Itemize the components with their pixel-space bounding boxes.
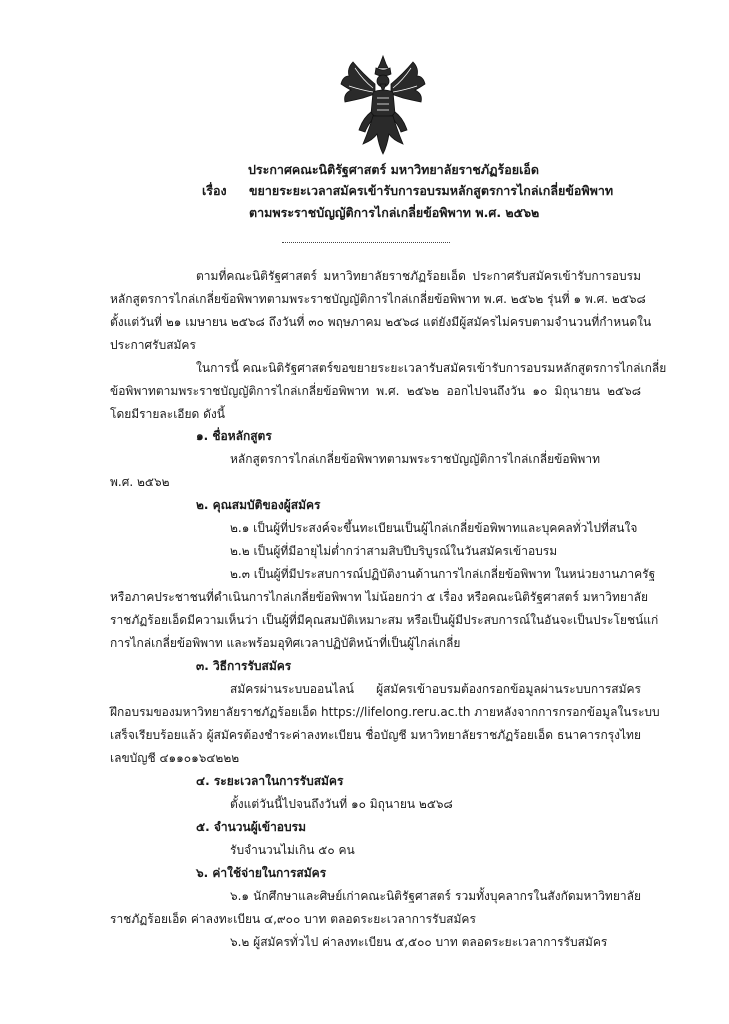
section-2-title: ๒. คุณสมบัติของผู้สมัคร: [196, 498, 321, 512]
section-2-line: ๒.๑ เป็นผู้ที่ประสงค์จะขึ้นทะเบียนเป็นผู้ไกล่เกลี่ยข้อพิพาทและบุคคลทั่วไปที่สนใจ: [230, 521, 638, 535]
section-4-title: ๔. ระยะเวลาในการรับสมัคร: [196, 774, 344, 788]
paragraph-2-line: ในการนี้ คณะนิติรัฐศาสตร์ขอขยายระยะเวลารับสมัครเข้ารับการอบรมหลักสูตรการไกล่เกลี่ย: [196, 361, 667, 375]
section-6-line: ๖.๑ นักศึกษาและศิษย์เก่าคณะนิติรัฐศาสตร์ รวมทั้งบุคลากรในสังกัดมหาวิทยาลัย: [230, 889, 641, 903]
paragraph-2-line: โดยมีรายละเอียด ดังนี้: [110, 407, 225, 421]
section-6-title: ๖. ค่าใช้จ่ายในการสมัคร: [196, 866, 327, 880]
paragraph-1-line: ตั้งแต่วันที่ ๒๑ เมษายน ๒๕๖๘ ถึงวันที่ ๓๐ พฤษภาคม ๒๕๖๘ แต่ยังมีผู้สมัครไม่ครบตามจำนวนที่กำหนดใน: [110, 315, 652, 329]
section-3-line: ฝึกอบรมของมหาวิทยาลัยราชภัฏร้อยเอ็ด https://lifelong.reru.ac.th ภายหลังจากการกรอกข้อมูลในระบบ: [110, 705, 660, 719]
section-2-line: ๒.๒ เป็นผู้ที่มีอายุไม่ต่ำกว่าสามสิบปีบริบูรณ์ในวันสมัครเข้าอบรม: [230, 544, 558, 558]
subject-label: เรื่อง: [202, 183, 227, 198]
subject-line-1: ขยายระยะเวลาสมัครเข้ารับการอบรมหลักสูตรการไกล่เกลี่ยข้อพิพาท: [249, 183, 614, 198]
section-6-line: ๖.๒ ผู้สมัครทั่วไป ค่าลงทะเบียน ๕,๕๐๐ บาท ตลอดระยะเวลาการรับสมัคร: [230, 935, 608, 949]
section-2-line: ๒.๓ เป็นผู้ที่มีประสบการณ์ปฏิบัติงานด้านการไกล่เกลี่ยข้อพิพาท ในหน่วยงานภาครัฐ: [230, 567, 656, 581]
section-2-line: ราชภัฏร้อยเอ็ดมีความเห็นว่า เป็นผู้ที่มีคุณสมบัติเหมาะสม หรือเป็นผู้มีประสบการณ์ในอันจะเป็นประโยชน์แก่: [110, 613, 659, 627]
section-3-line: เลขบัญชี ๔๑๑๐๑๖๔๒๒๒: [110, 751, 240, 765]
section-2-line: การไกล่เกลี่ยข้อพิพาท และพร้อมอุทิศเวลาปฏิบัติหน้าที่เป็นผู้ไกล่เกลี่ย: [110, 636, 461, 650]
announcement-title: ประกาศคณะนิติรัฐศาสตร์ มหาวิทยาลัยราชภัฏร้อยเอ็ด: [248, 162, 539, 177]
paragraph-1-line: หลักสูตรการไกล่เกลี่ยข้อพิพาทตามพระราชบัญญัติการไกล่เกลี่ยข้อพิพาท พ.ศ. ๒๕๖๒ รุ่นที่ ๑ พ.ศ. ๒๕๖๘: [110, 292, 646, 306]
section-2-line: หรือภาคประชาชนที่ดำเนินการไกล่เกลี่ยข้อพิพาท ไม่น้อยกว่า ๕ เรื่อง หรือคณะนิติรัฐศาสตร์ มหาวิทยาลัย: [110, 590, 649, 604]
section-1-line: หลักสูตรการไกล่เกลี่ยข้อพิพาทตามพระราชบัญญัติการไกล่เกลี่ยข้อพิพาท: [230, 452, 600, 466]
section-3-line: สมัครผ่านระบบออนไลน์ ผู้สมัครเข้าอบรมต้องกรอกข้อมูลผ่านระบบการสมัคร: [230, 682, 641, 696]
paragraph-2-line: ข้อพิพาทตามพระราชบัญญัติการไกล่เกลี่ยข้อพิพาท พ.ศ. ๒๕๖๒ ออกไปจนถึงวัน ๑๐ มิถุนายน ๒๕๖๘: [110, 384, 641, 398]
section-6-line: ราชภัฏร้อยเอ็ด ค่าลงทะเบียน ๔,๙๐๐ บาท ตลอดระยะเวลาการรับสมัคร: [110, 912, 476, 926]
section-1-title: ๑. ชื่อหลักสูตร: [196, 429, 272, 443]
garuda-emblem-icon: [333, 54, 433, 156]
section-5-title: ๕. จำนวนผู้เข้าอบรม: [196, 820, 306, 834]
subject-line-2: ตามพระราชบัญญัติการไกล่เกลี่ยข้อพิพาท พ.ศ. ๒๕๖๒: [249, 205, 540, 220]
paragraph-1-line: ตามที่คณะนิติรัฐศาสตร์ มหาวิทยาลัยราชภัฏร้อยเอ็ด ประกาศรับสมัครเข้ารับการอบรม: [196, 269, 641, 283]
section-3-title: ๓. วิธีการรับสมัคร: [196, 659, 292, 673]
section-1-line: พ.ศ. ๒๕๖๒: [110, 475, 170, 489]
section-4-line: ตั้งแต่วันนี้ไปจนถึงวันที่ ๑๐ มิถุนายน ๒๕๖๘: [230, 797, 453, 811]
header-divider: [282, 242, 450, 243]
section-3-line: เสร็จเรียบร้อยแล้ว ผู้สมัครต้องชำระค่าลงทะเบียน ชื่อบัญชี มหาวิทยาลัยราชภัฏร้อยเอ็ด ธนาคารกรุงไทย: [110, 728, 641, 742]
section-5-line: รับจำนวนไม่เกิน ๕๐ คน: [230, 843, 355, 857]
paragraph-1-line: ประกาศรับสมัคร: [110, 338, 196, 352]
